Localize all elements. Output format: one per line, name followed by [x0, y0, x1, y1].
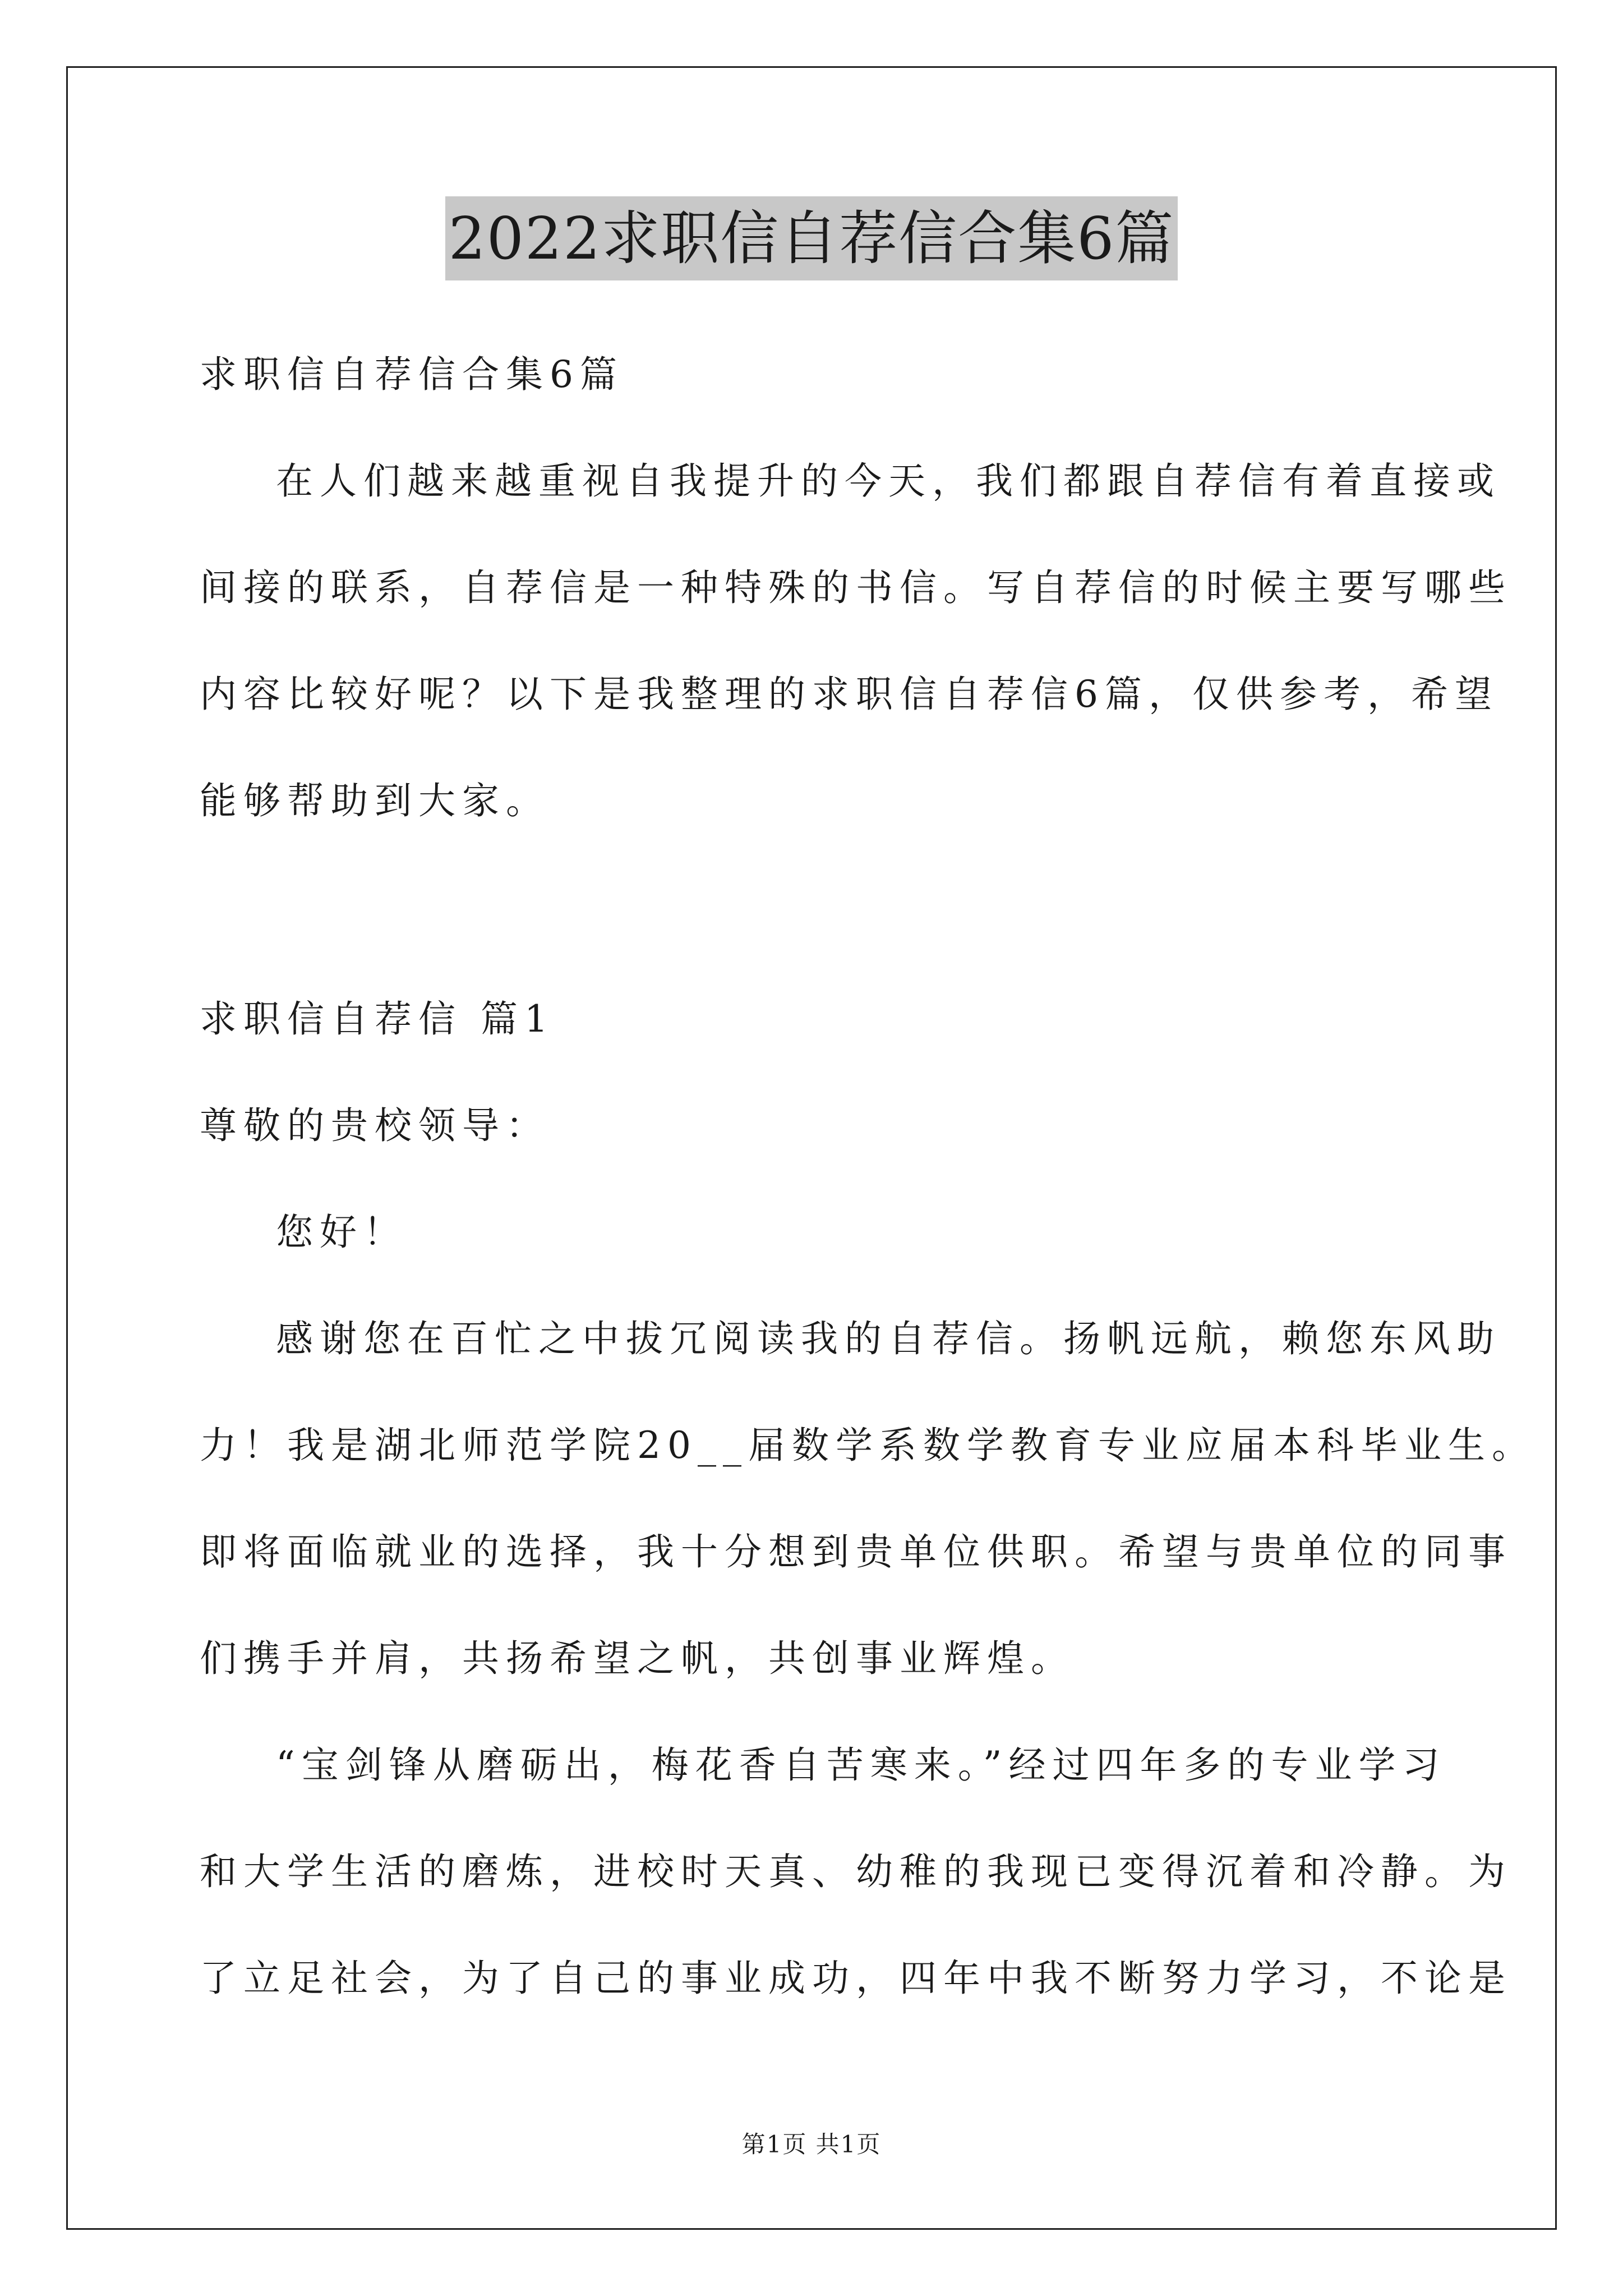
title-wrapper	[0, 196, 1623, 280]
paragraph-line: 间接的联系，自荐信是一种特殊的书信。写自荐信的时候主要写哪些	[200, 566, 1512, 609]
paragraph-line: “宝剑锋从磨砺出，梅花香自苦寒来。”经过四年多的专业学习	[276, 1743, 1446, 1787]
paragraph-line: 在人们越来越重视自我提升的今天，我们都跟自荐信有着直接或	[276, 459, 1501, 503]
paragraph-line: 能够帮助到大家。	[200, 779, 550, 822]
paragraph-line: 内容比较好呢？以下是我整理的求职信自荐信6篇，仅供参考，希望	[200, 673, 1498, 716]
paragraph-line: 了立足社会，为了自己的事业成功，四年中我不断努力学习，不论是	[200, 1957, 1512, 2000]
paragraph-line: 感谢您在百忙之中拔冗阅读我的自荐信。扬帆远航，赖您东风助	[276, 1317, 1501, 1360]
section-heading: 求职信自荐信 篇1	[200, 997, 555, 1041]
paragraph-line: 即将面临就业的选择，我十分想到贵单位供职。希望与贵单位的同事	[200, 1530, 1512, 1573]
paragraph-line: 和大学生活的磨炼，进校时天真、幼稚的我现已变得沉着和冷静。为	[200, 1850, 1512, 1893]
paragraph-line: 们携手并肩，共扬希望之帆，共创事业辉煌。	[200, 1637, 1075, 1680]
salutation-line: 尊敬的贵校领导：	[200, 1104, 550, 1147]
document-title: 2022求职信自荐信合集6篇	[445, 196, 1178, 280]
greeting-line: 您好！	[276, 1211, 407, 1254]
paragraph-line: 力！我是湖北师范学院20__届数学系数学教育专业应届本科毕业生。	[200, 1424, 1536, 1467]
page-footer: 第1页 共1页	[741, 2131, 882, 2158]
subtitle-line: 求职信自荐信合集6篇	[200, 353, 624, 396]
